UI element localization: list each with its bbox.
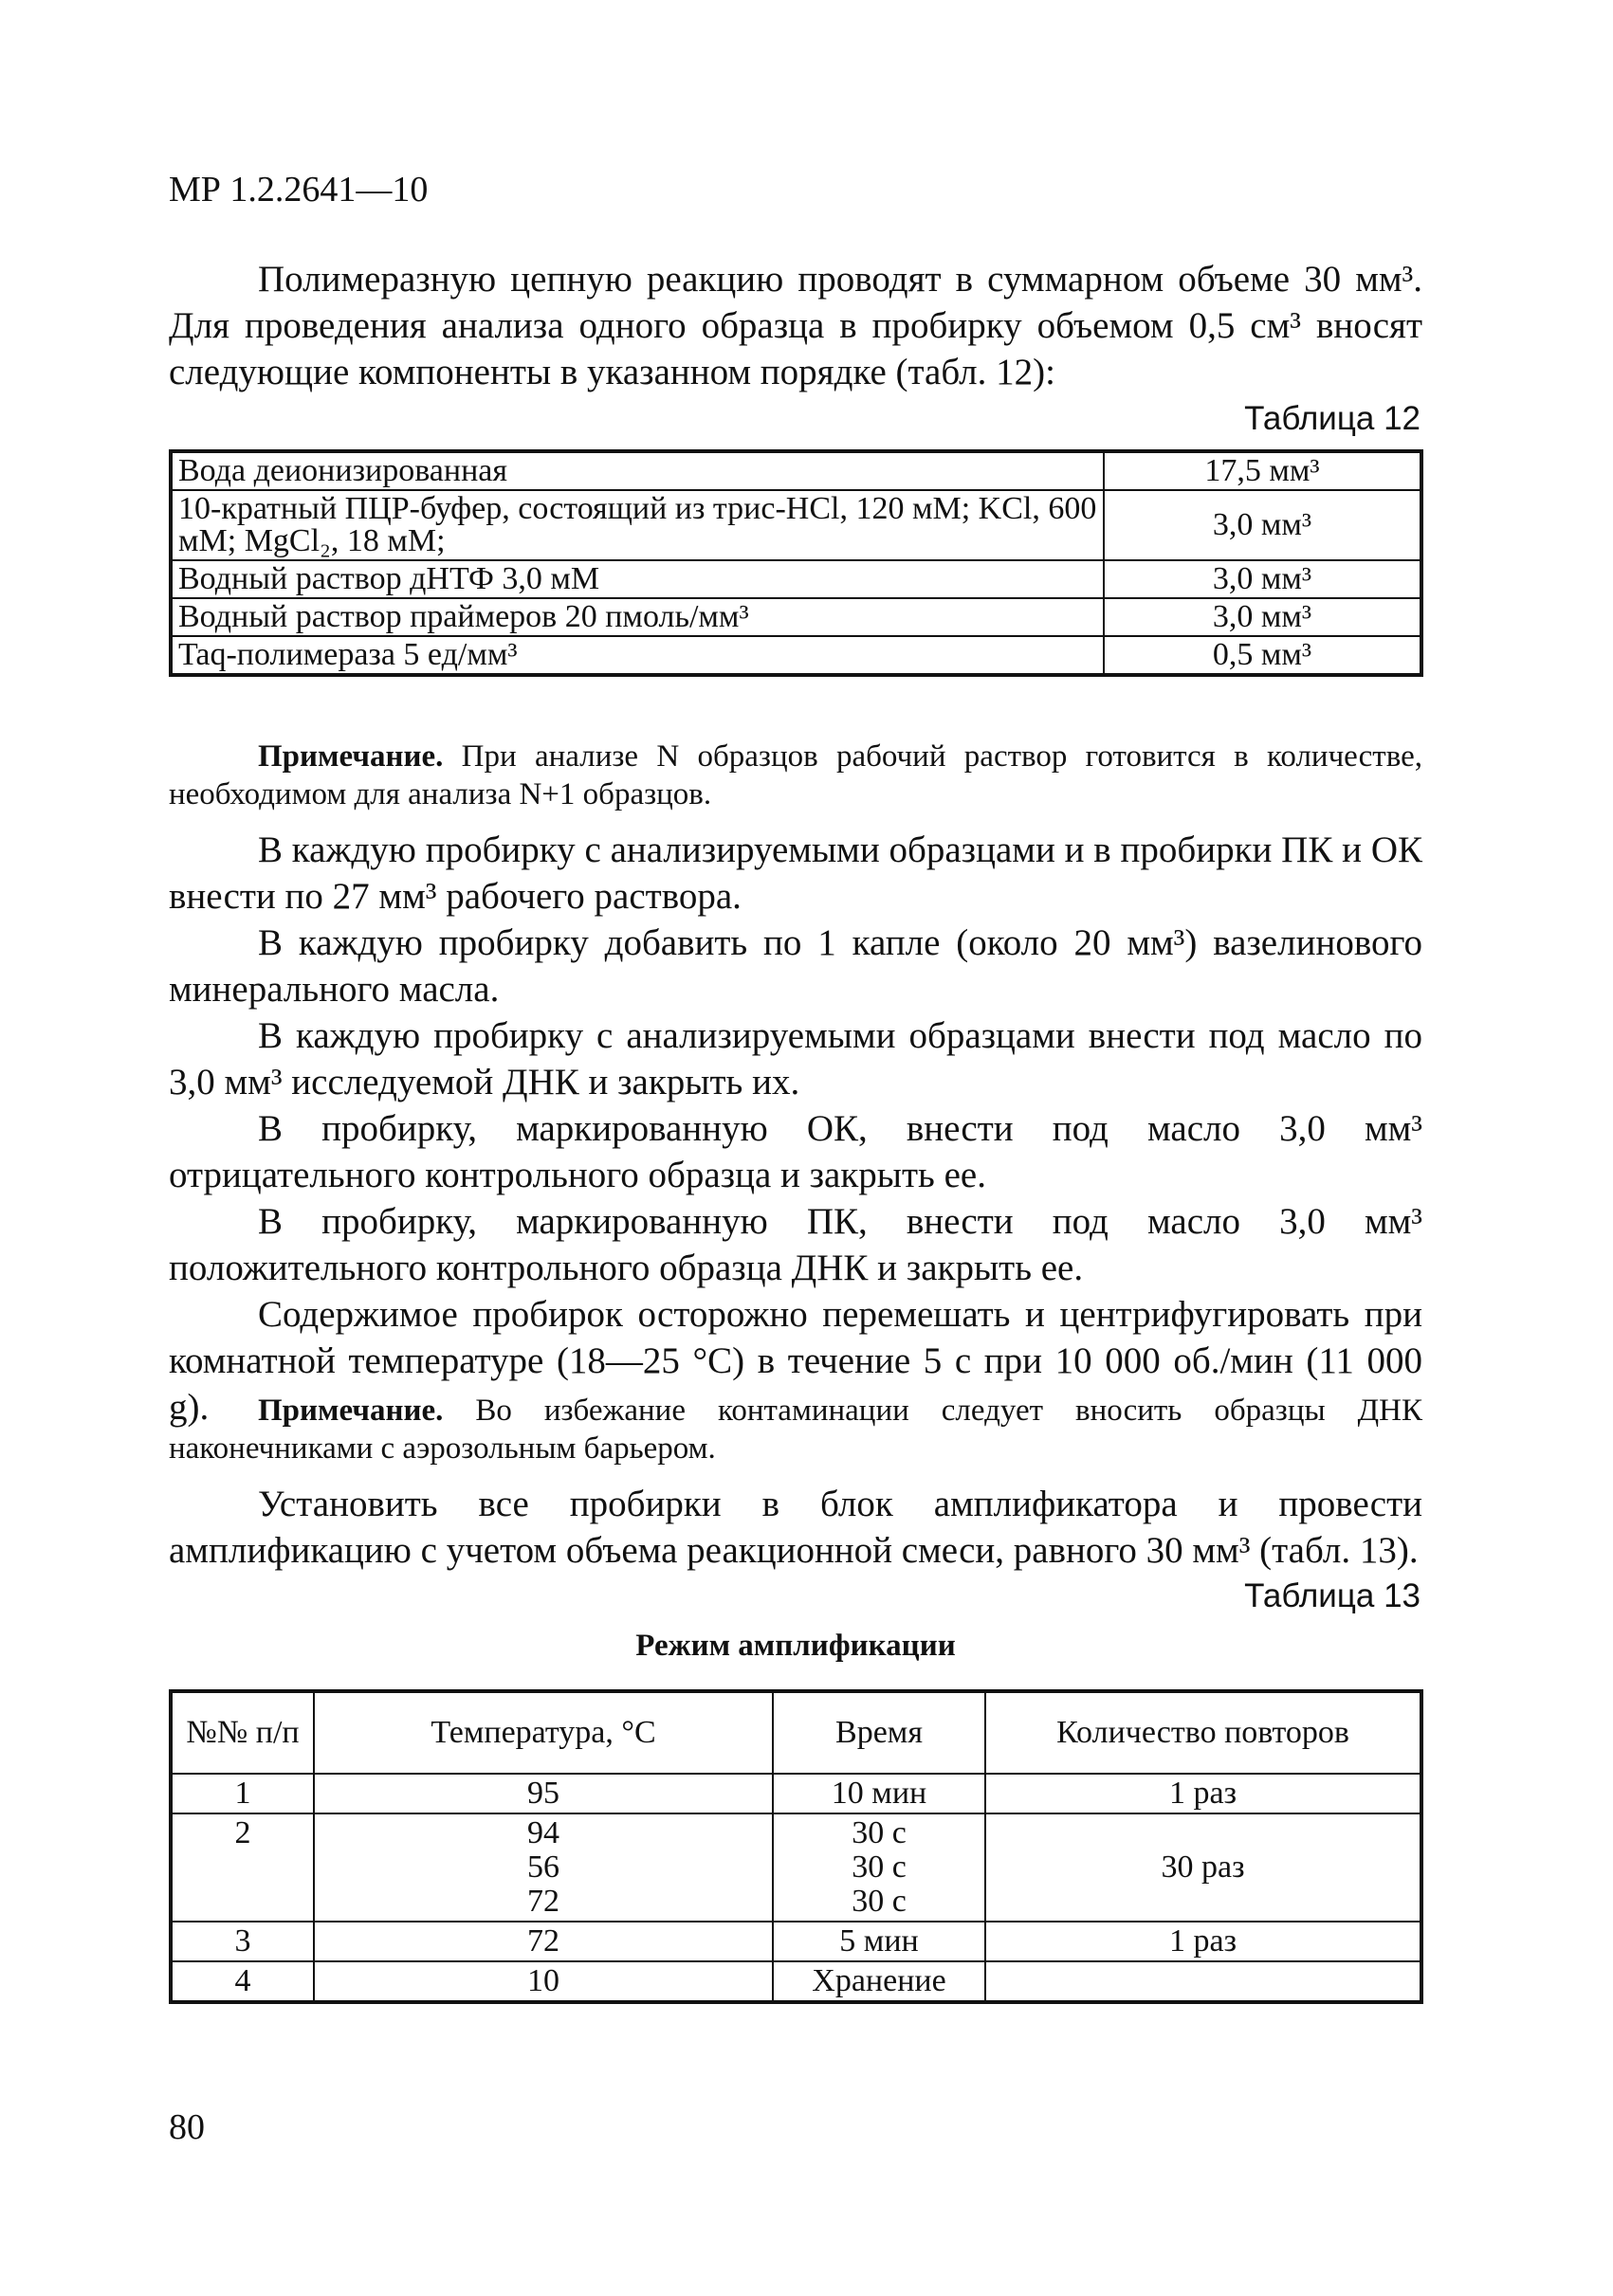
header-num: №№ п/п <box>171 1691 314 1774</box>
cell-num: 4 <box>171 1961 314 2002</box>
cell-time: 30 с 30 с 30 с <box>773 1813 985 1922</box>
note-2 <box>169 1392 1422 1467</box>
document-header: МР 1.2.2641—10 <box>169 170 429 210</box>
table-cell-component: Водный раствор дНТФ 3,0 мМ <box>171 560 1104 598</box>
intro-paragraph <box>169 256 1422 395</box>
paragraph: В пробирку, маркированную ПК, внести под масло 3,0 мм³ положительного контрольного образца ДНК и закрыть ее. <box>169 1201 1422 1288</box>
cell-num: 3 <box>171 1922 314 1961</box>
header-repeats: Количество повторов <box>985 1691 1421 1774</box>
table13-title: Режим амплификации <box>635 1629 956 1663</box>
cell-temp: 72 <box>314 1922 773 1961</box>
note-text: При анализе N образцов рабочий раствор готовится в количестве, необходимом для анализа N+1 образцов. <box>169 739 1422 811</box>
paragraph: В каждую пробирку с анализируемыми образцами и в пробирки ПК и ОК внести по 27 мм³ рабочего раствора. <box>169 829 1422 917</box>
table-12 <box>169 449 1423 677</box>
paragraph: В каждую пробирку добавить по 1 капле (около 20 мм³) вазелинового минерального масла. <box>169 922 1422 1010</box>
note-label: Примечание. <box>258 1394 444 1428</box>
paragraph: В каждую пробирку с анализируемыми образцами внести под масло по 3,0 мм³ исследуемой ДНК и закрыть их. <box>169 1015 1422 1102</box>
table13-caption: Таблица 13 <box>1244 1577 1421 1614</box>
cell-repeats: 1 раз <box>985 1774 1421 1813</box>
table-row <box>171 560 1421 598</box>
table-row <box>171 636 1421 675</box>
table-row <box>171 451 1421 490</box>
table-13 <box>169 1689 1423 2004</box>
note-text: Во избежание контаминации следует вносить образцы ДНК наконечниками с аэрозольным барьером. <box>169 1394 1422 1466</box>
table12-caption: Таблица 12 <box>1244 400 1421 437</box>
cell-time: 5 мин <box>773 1922 985 1961</box>
table-row <box>171 1774 1421 1813</box>
table-cell-component: 10-кратный ПЦР-буфер, состоящий из трис-HCl, 120 мМ; KCl, 600 мМ; MgCl₂, 18 мМ; <box>171 490 1104 560</box>
cell-repeats: 1 раз <box>985 1922 1421 1961</box>
final-paragraph-block <box>169 1481 1422 1574</box>
paragraph: Установить все пробирки в блок амплификатора и провести амплификацию с учетом объема реакционной смеси, равного 30 мм³ (табл. 13). <box>169 1484 1422 1571</box>
note-label: Примечание. <box>258 739 444 774</box>
table-header-row <box>171 1691 1421 1774</box>
table-row <box>171 1813 1421 1922</box>
note-1 <box>169 738 1422 813</box>
header-temperature: Температура, °С <box>314 1691 773 1774</box>
paragraph-1: Полимеразную цепную реакцию проводят в суммарном объеме 30 мм³. Для проведения анализа одного образца в пробирку объемом 0,5 см³ вносят следующие компоненты в указанном порядке (табл. 12): <box>169 259 1422 392</box>
cell-num: 2 <box>171 1813 314 1922</box>
cell-num: 1 <box>171 1774 314 1813</box>
cell-temp: 94 56 72 <box>314 1813 773 1922</box>
instructions-block <box>169 827 1422 1430</box>
cell-time: Хранение <box>773 1961 985 2002</box>
table-cell-component: Taq-полимераза 5 ед/мм³ <box>171 636 1104 675</box>
cell-repeats <box>985 1961 1421 2002</box>
page-number: 80 <box>169 2107 205 2147</box>
paragraph: В пробирку, маркированную ОК, внести под масло 3,0 мм³ отрицательного контрольного образца и закрыть ее. <box>169 1108 1422 1195</box>
table-cell-volume: 3,0 мм³ <box>1104 598 1421 636</box>
table-row <box>171 598 1421 636</box>
table-row <box>171 490 1421 560</box>
table-row <box>171 1922 1421 1961</box>
table-cell-component: Вода деионизированная <box>171 451 1104 490</box>
header-time: Время <box>773 1691 985 1774</box>
paragraph: Содержимое пробирок осторожно перемешать и центрифугировать при комнатной температуре (18—25 °С) в течение 5 с при 10 000 об./мин (11 000 g). <box>169 1294 1422 1428</box>
table-cell-volume: 0,5 мм³ <box>1104 636 1421 675</box>
table-cell-volume: 17,5 мм³ <box>1104 451 1421 490</box>
table-row <box>171 1961 1421 2002</box>
cell-temp: 95 <box>314 1774 773 1813</box>
table-cell-volume: 3,0 мм³ <box>1104 490 1421 560</box>
table-cell-volume: 3,0 мм³ <box>1104 560 1421 598</box>
table-cell-component: Водный раствор праймеров 20 пмоль/мм³ <box>171 598 1104 636</box>
cell-temp: 10 <box>314 1961 773 2002</box>
cell-repeats: 30 раз <box>985 1813 1421 1922</box>
cell-time: 10 мин <box>773 1774 985 1813</box>
